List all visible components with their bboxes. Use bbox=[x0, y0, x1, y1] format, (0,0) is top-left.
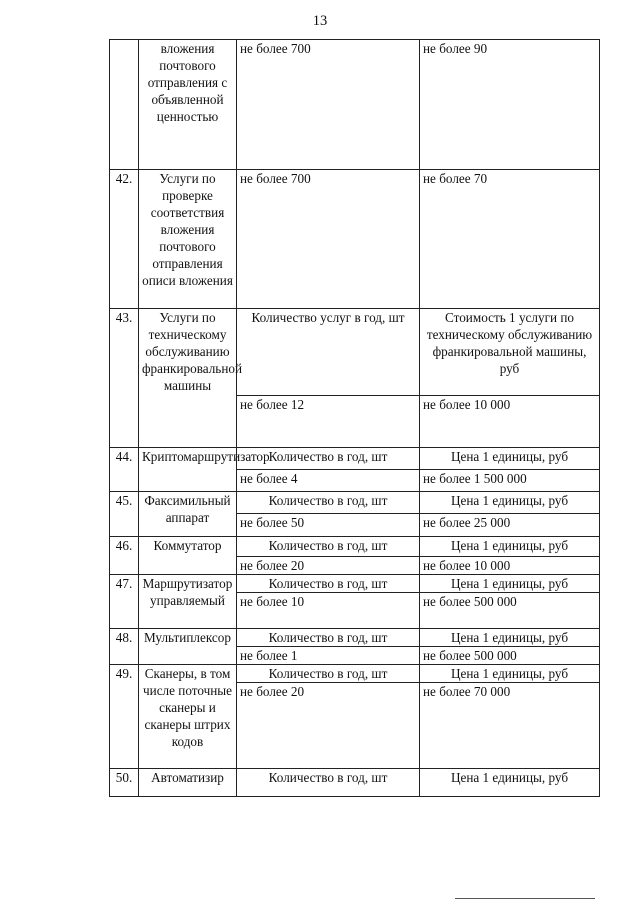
item-name: Коммутатор bbox=[139, 537, 237, 575]
price-value: не более 10 000 bbox=[420, 557, 600, 575]
price-header: Цена 1 единицы, руб bbox=[420, 492, 600, 514]
table-row bbox=[110, 309, 600, 396]
row-number: 45. bbox=[110, 492, 139, 537]
price-value: не более 90 bbox=[420, 40, 600, 170]
row-number: 49. bbox=[110, 665, 139, 769]
price-value: не более 500 000 bbox=[420, 593, 600, 629]
table-row bbox=[110, 40, 600, 170]
quantity-header: Количество в год, шт bbox=[237, 448, 420, 470]
price-value: не более 70 bbox=[420, 170, 600, 309]
quantity-header: Количество услуг в год, шт bbox=[237, 309, 420, 396]
table-row bbox=[110, 537, 600, 557]
item-name: вложения почтового отправления с объявленной ценностью bbox=[139, 40, 237, 170]
quantity-header: Количество в год, шт bbox=[237, 665, 420, 683]
item-name: Криптомаршрутизатор bbox=[139, 448, 237, 492]
quantity-value: не более 20 bbox=[237, 557, 420, 575]
requirements-table bbox=[109, 39, 600, 797]
quantity-header: Количество в год, шт bbox=[237, 492, 420, 514]
quantity-value: не более 50 bbox=[237, 514, 420, 537]
item-name: Услуги по техническому обслуживанию франкировальной машины bbox=[139, 309, 237, 448]
row-number: 43. bbox=[110, 309, 139, 448]
price-value: не более 10 000 bbox=[420, 396, 600, 448]
quantity-value: не более 20 bbox=[237, 683, 420, 769]
quantity-header: Количество в год, шт bbox=[237, 537, 420, 557]
table-row bbox=[110, 492, 600, 514]
row-number: 44. bbox=[110, 448, 139, 492]
price-header: Цена 1 единицы, руб bbox=[420, 537, 600, 557]
price-header: Цена 1 единицы, руб bbox=[420, 448, 600, 470]
row-number: 46. bbox=[110, 537, 139, 575]
table-row bbox=[110, 170, 600, 309]
quantity-value: не более 1 bbox=[237, 647, 420, 665]
page-number: 13 bbox=[312, 13, 328, 29]
quantity-value: не более 700 bbox=[237, 40, 420, 170]
quantity-header: Количество в год, шт bbox=[237, 769, 420, 797]
item-name: Мультиплексор bbox=[139, 629, 237, 665]
item-name: Маршрутизатор управляемый bbox=[139, 575, 237, 629]
price-value: не более 1 500 000 bbox=[420, 470, 600, 492]
item-name: Автоматизир bbox=[139, 769, 237, 797]
price-header: Цена 1 единицы, руб bbox=[420, 769, 600, 797]
table-row bbox=[110, 448, 600, 470]
quantity-header: Количество в год, шт bbox=[237, 629, 420, 647]
price-header: Цена 1 единицы, руб bbox=[420, 629, 600, 647]
price-value: не более 70 000 bbox=[420, 683, 600, 769]
quantity-header: Количество в год, шт bbox=[237, 575, 420, 593]
item-name: Факсимильный аппарат bbox=[139, 492, 237, 537]
row-number: 42. bbox=[110, 170, 139, 309]
price-header: Цена 1 единицы, руб bbox=[420, 575, 600, 593]
price-value: не более 500 000 bbox=[420, 647, 600, 665]
table-row bbox=[110, 665, 600, 683]
quantity-value: не более 12 bbox=[237, 396, 420, 448]
table-row bbox=[110, 629, 600, 647]
item-name: Сканеры, в том числе поточные сканеры и сканеры штрих кодов bbox=[139, 665, 237, 769]
quantity-value: не более 10 bbox=[237, 593, 420, 629]
row-number: 48. bbox=[110, 629, 139, 665]
quantity-value: не более 700 bbox=[237, 170, 420, 309]
quantity-value: не более 4 bbox=[237, 470, 420, 492]
scan-artifact bbox=[455, 898, 595, 899]
item-name: Услуги по проверке соответствия вложения почтового отправления описи вложения bbox=[139, 170, 237, 309]
price-header: Стоимость 1 услуги по техническому обслуживанию франкировальной машины, руб bbox=[420, 309, 600, 396]
row-number: 47. bbox=[110, 575, 139, 629]
table-row bbox=[110, 769, 600, 797]
price-value: не более 25 000 bbox=[420, 514, 600, 537]
row-number bbox=[110, 40, 139, 170]
row-number: 50. bbox=[110, 769, 139, 797]
price-header: Цена 1 единицы, руб bbox=[420, 665, 600, 683]
table-row bbox=[110, 575, 600, 593]
